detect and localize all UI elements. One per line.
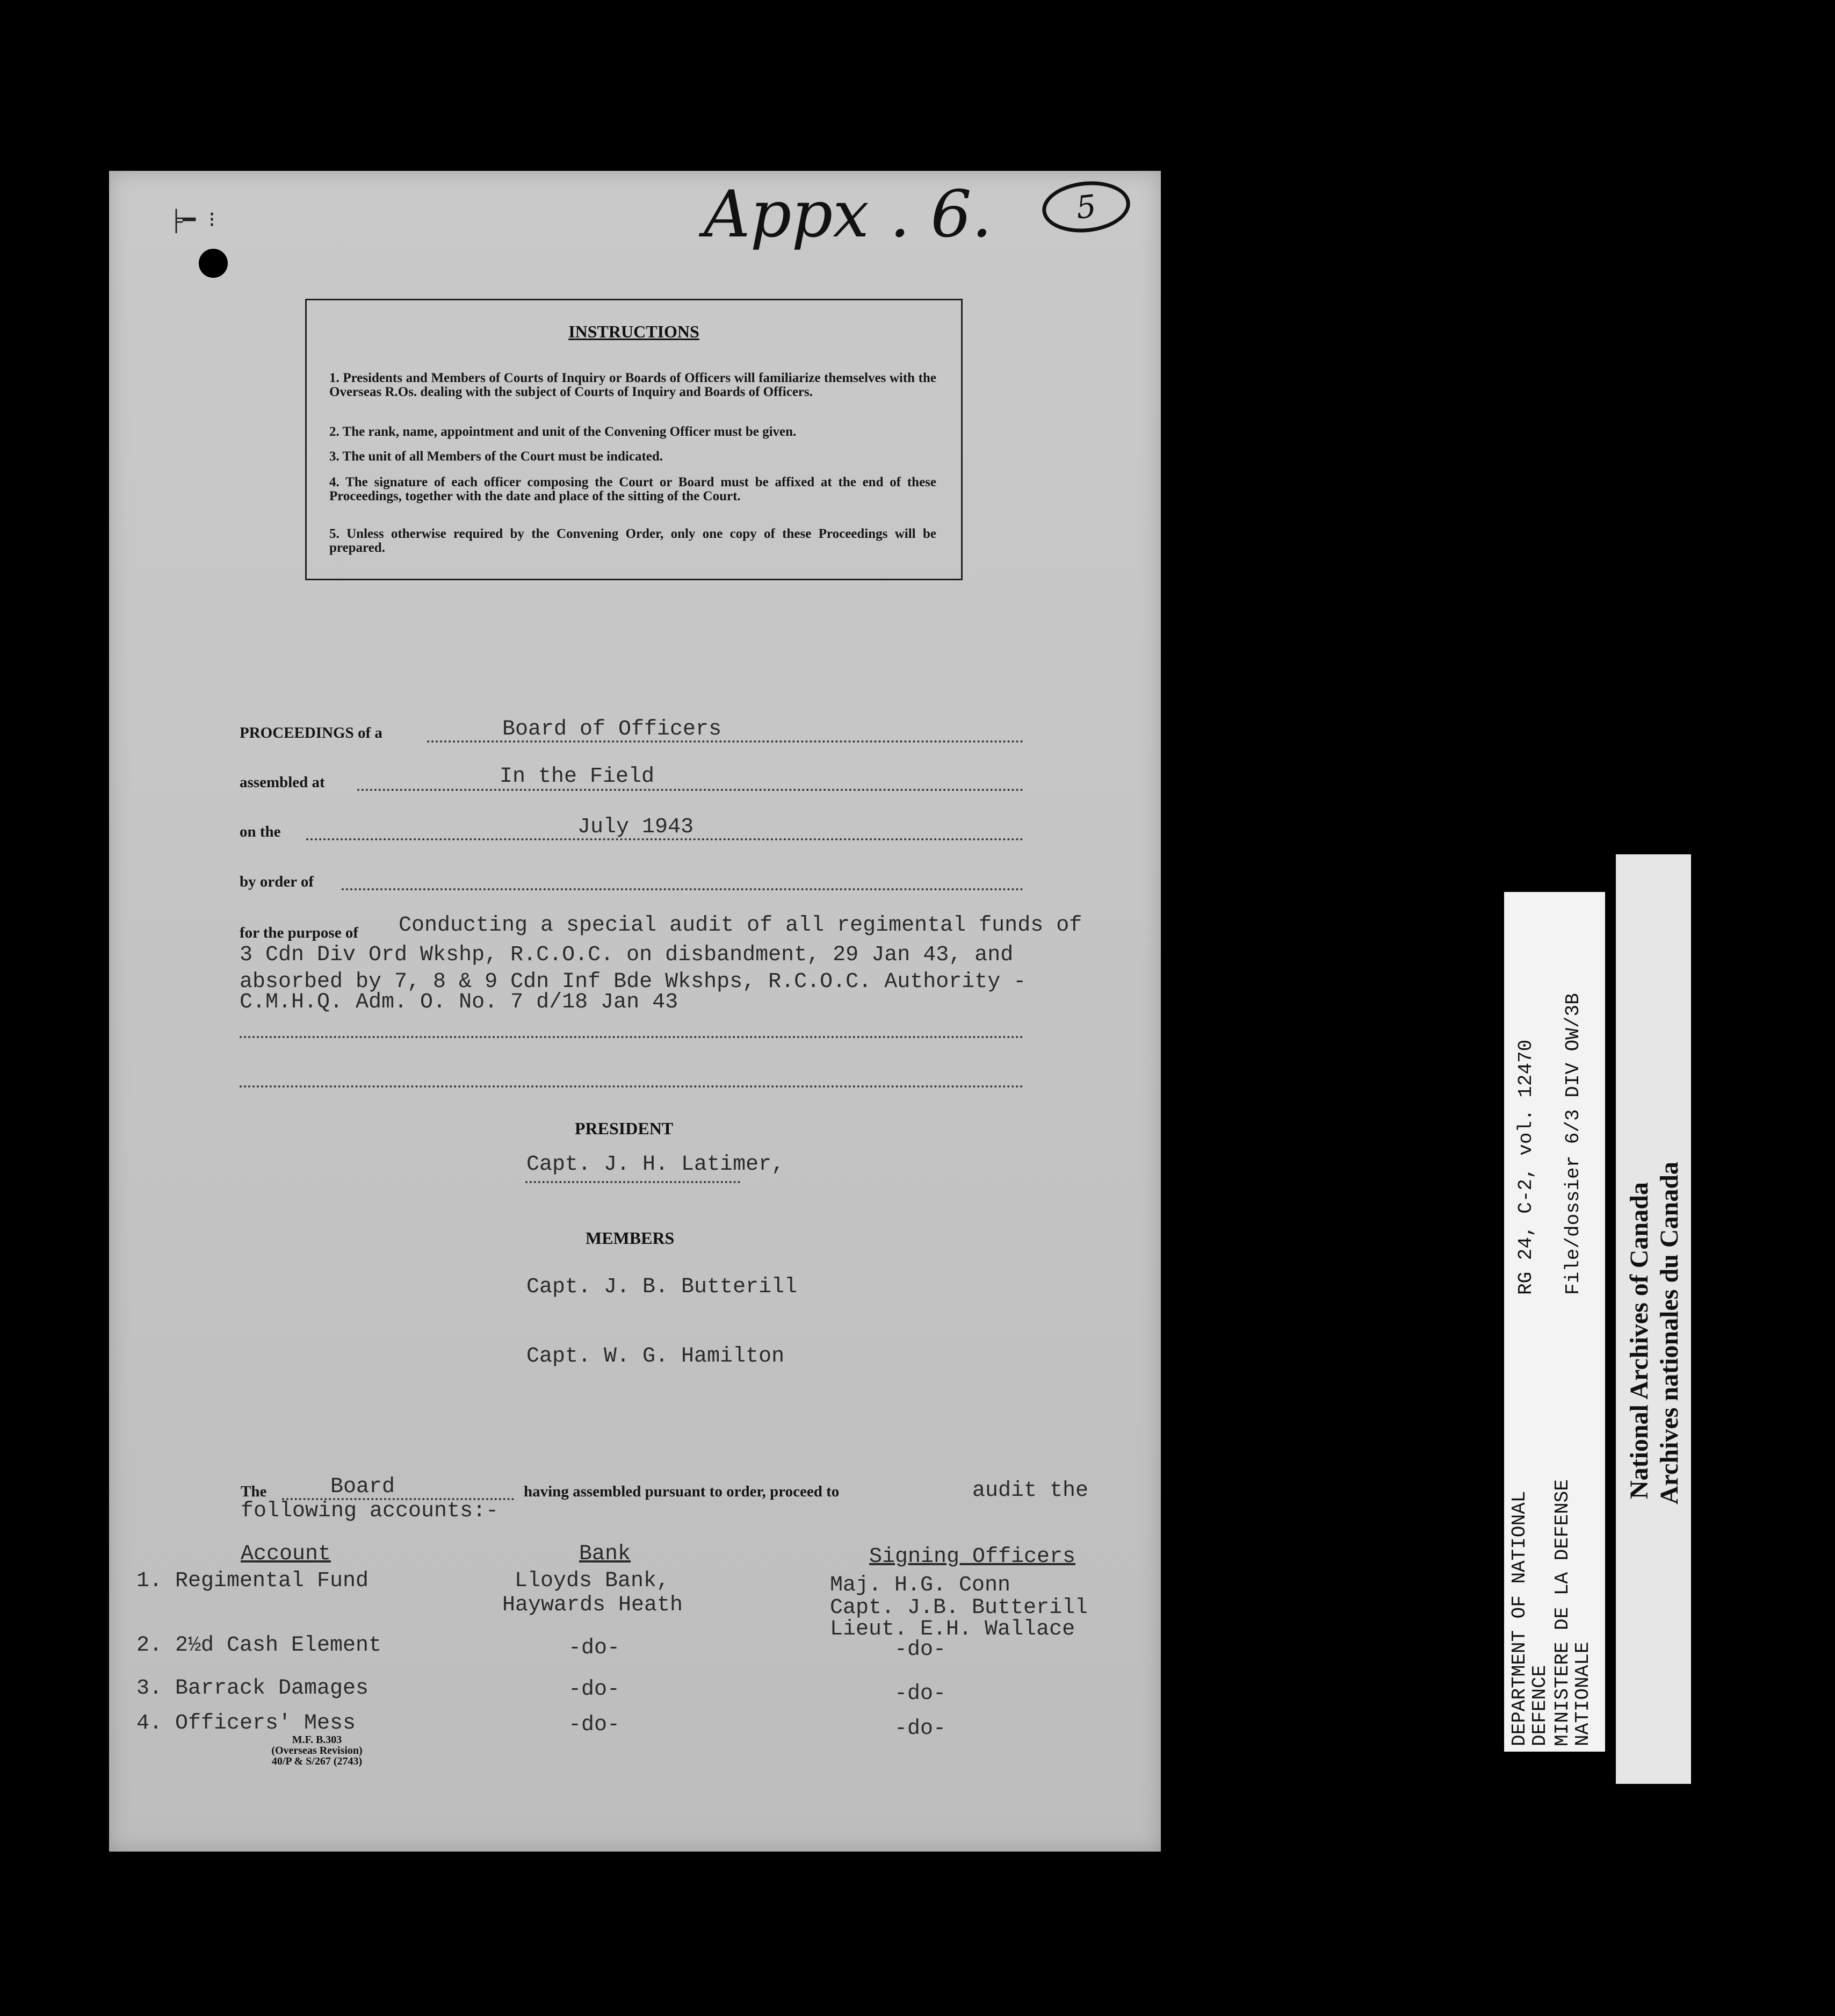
signing-officers-header: Signing Officers (869, 1545, 1076, 1569)
form-code-line: 40/P & S/267 (2743) (271, 1755, 363, 1767)
president-heading: PRESIDENT (575, 1119, 674, 1138)
instruction-item: 4. The signature of each officer composing the Court or Board must be affixed at the end of these Proceedings, together with the date and place of the sitting of the Court. (329, 475, 936, 503)
order-line (342, 888, 1023, 890)
board-value: Board (330, 1475, 395, 1499)
assembly-action: audit the (972, 1479, 1089, 1503)
members-heading: MEMBERS (586, 1228, 675, 1248)
proceedings-label: PROCEEDINGS of a (240, 724, 382, 741)
purpose-blank-line (240, 1085, 1023, 1088)
form-code-line: M.F. B.303 (292, 1734, 342, 1746)
row-number: 4. (136, 1711, 163, 1736)
account-name: Regimental Fund (175, 1569, 369, 1593)
instructions-box (305, 299, 963, 580)
archives-name-french: Archives nationales du Canada (1655, 1162, 1684, 1504)
instructions-title: INSTRUCTIONS (568, 322, 699, 341)
the-label: The (241, 1483, 267, 1500)
instruction-item: 3. The unit of all Members of the Court must be indicated. (329, 449, 663, 464)
corner-mark: ╞━ ⁝ (170, 210, 215, 234)
following-text: following accounts:- (241, 1499, 499, 1523)
proceedings-value: Board of Officers (502, 717, 722, 741)
row-number: 2. (136, 1633, 163, 1658)
record-group-reference: RG 24, C-2, vol. 12470 (1515, 1039, 1537, 1295)
row-number: 3. (136, 1676, 163, 1701)
bank-header: Bank (579, 1542, 631, 1566)
account-name: Barrack Damages (175, 1676, 369, 1701)
department-line: MINISTERE DE LA DEFENSE (1551, 1479, 1573, 1746)
purpose-line: Conducting a special audit of all regimental funds of (399, 913, 1082, 938)
archive-reference-label (1504, 892, 1605, 1752)
form-code-line: (Overseas Revision) (271, 1745, 363, 1756)
pursuant-label: having assembled pursuant to order, proceed to (524, 1483, 840, 1500)
instruction-item: 5. Unless otherwise required by the Convening Order, only one copy of these Proceedings will be prepared. (329, 527, 936, 555)
bank-ditto: -do- (568, 1713, 620, 1737)
national-archives-label (1616, 854, 1691, 1784)
assembled-value: In the Field (500, 765, 655, 789)
order-label: by order of (240, 873, 314, 890)
file-reference: File/dossier 6/3 DIV OW/3B (1562, 993, 1584, 1295)
officer-ditto: -do- (894, 1717, 947, 1741)
instruction-item: 1. Presidents and Members of Courts of Inquiry or Boards of Officers will familiarize themselves with the Overseas R.Os. dealing with the subject of Courts of Inquiry and Boards of Officers. (329, 371, 936, 399)
member-name: Capt. W. G. Hamilton (526, 1344, 785, 1369)
form-code-block (242, 1734, 392, 1767)
department-line: DEFENCE (1529, 1665, 1551, 1746)
purpose-line: 3 Cdn Div Ord Wkshp, R.C.O.C. on disbandment, 29 Jan 43, and (240, 943, 1014, 967)
purpose-line: C.M.H.Q. Adm. O. No. 7 d/18 Jan 43 (240, 990, 678, 1014)
handwritten-appendix-note: Appx . 6. (704, 177, 992, 252)
page-number-text: 5 (1074, 188, 1098, 226)
signing-officer: Maj. H.G. Conn (830, 1573, 1011, 1597)
signing-officer: Capt. J.B. Butterill (830, 1596, 1088, 1620)
department-line: DEPARTMENT OF NATIONAL (1508, 1491, 1530, 1746)
member-name: Capt. J. B. Butterill (526, 1275, 798, 1299)
account-name: Officers' Mess (175, 1711, 356, 1736)
bank-name: Haywards Heath (502, 1593, 683, 1617)
assembled-line (357, 789, 1023, 791)
purpose-blank-line (240, 1036, 1023, 1038)
assembled-label: assembled at (240, 774, 325, 791)
officer-ditto: -do- (894, 1682, 947, 1706)
date-label: on the (240, 823, 281, 840)
punch-hole (199, 249, 228, 278)
signing-officer: Lieut. E.H. Wallace (830, 1617, 1075, 1641)
bank-name: Lloyds Bank, (515, 1569, 670, 1593)
account-name: 2½d Cash Element (175, 1633, 382, 1658)
date-value: July 1943 (577, 815, 694, 839)
archives-name-english: National Archives of Canada (1625, 1182, 1653, 1499)
account-header: Account (241, 1542, 331, 1566)
department-line: NATIONALE (1572, 1641, 1594, 1746)
officer-ditto: -do- (894, 1638, 947, 1662)
instruction-item: 2. The rank, name, appointment and unit of the Convening Officer must be given. (329, 424, 797, 439)
bank-ditto: -do- (568, 1636, 620, 1660)
president-name: Capt. J. H. Latimer, (526, 1153, 785, 1177)
president-line (525, 1181, 740, 1183)
bank-ditto: -do- (568, 1677, 620, 1702)
purpose-label: for the purpose of (240, 924, 358, 941)
row-number: 1. (136, 1569, 163, 1593)
purpose-line: absorbed by 7, 8 & 9 Cdn Inf Bde Wkshps, R.C.O.C. Authority - (240, 970, 1027, 994)
